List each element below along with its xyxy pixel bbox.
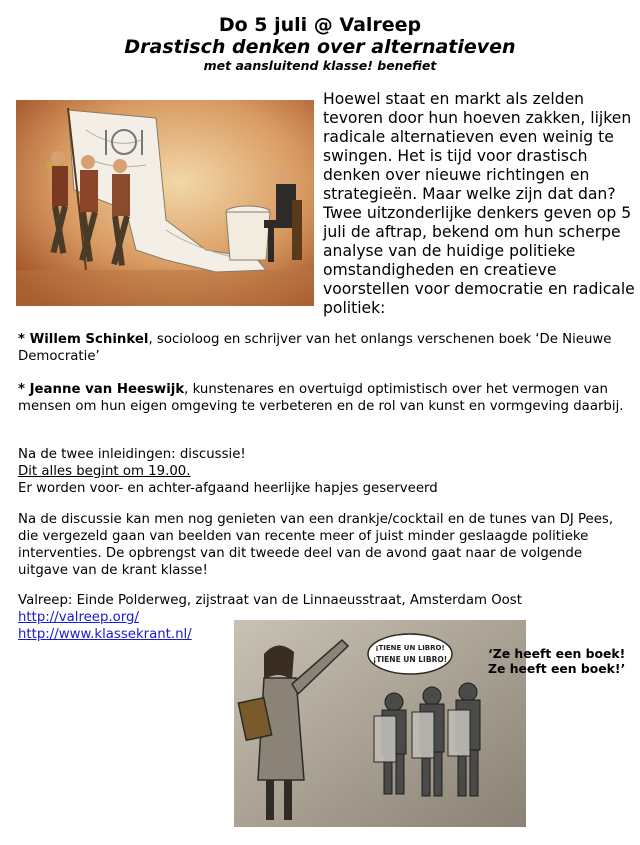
- program-line-3: Er worden voor- en achter-afgaand heerlijke hapjes geserveerd: [18, 481, 438, 496]
- speaker-2: [18, 381, 630, 415]
- speech-line-2: ¡TIENE UN LIBRO!: [372, 655, 448, 664]
- quote-line-2: Ze heeft een boek!’: [488, 661, 626, 676]
- riot-cartoon: [234, 620, 526, 827]
- speaker-2-desc: , kunstenares en overtuigd optimistisch over het vermogen van mensen om hun eigen omgeving te verbeteren en de rol van kunst en vormgeving daarbij.: [18, 382, 624, 414]
- speech-line-1: ¡TIENE UN LIBRO!: [375, 644, 445, 652]
- speaker-1-desc: , socioloog en schrijver van het onlangs verschenen boek ‘De Nieuwe Democratie’: [18, 332, 612, 364]
- speaker-1: [18, 331, 630, 365]
- intro-paragraph: Hoewel staat en markt als zelden tevoren door hun hoeven zakken, lijken radicale alternatieven even weinig te swingen. Het is tijd voor drastisch denken over nieuwe richtingen en strategieën. Maar welke zijn dat dan? Twee uitzonderlijke denkers geven op 5 juli de aftrap, bekend om hun scherpe analyse van de huidige politieke omstandigheden en creatieve voorstellen voor democratie en radicale politiek:: [323, 90, 635, 317]
- valreep-link[interactable]: http://valreep.org/: [18, 610, 139, 625]
- klassekrant-link[interactable]: http://www.klassekrant.nl/: [18, 627, 192, 642]
- program-line-1: Na de twee inleidingen: discussie!: [18, 447, 246, 462]
- event-subtitle: Drastisch denken over alternatieven: [124, 36, 516, 58]
- event-title: Do 5 juli @ Valreep: [218, 14, 422, 36]
- speaker-1-name: * Willem Schinkel: [18, 332, 149, 347]
- program-block: [18, 446, 630, 497]
- location-address: Valreep: Einde Polderweg, zijstraat van de Linnaeusstraat, Amsterdam Oost: [18, 593, 522, 608]
- speaker-2-name: * Jeanne van Heeswijk: [18, 382, 185, 397]
- program-line-2: Dit alles begint om 19.00.: [18, 464, 191, 479]
- after-paragraph: Na de discussie kan men nog genieten van een drankje/cocktail en de tunes van DJ Pees, die vergezeld gaan van beelden van recente meer of juist minder geslaagde politieke interventies. De opbrengst van dit tweede deel van de avond gaat naar de volgende uitgave van de krant klasse!: [18, 512, 614, 578]
- quote-caption: [488, 646, 638, 676]
- march-illustration: [16, 100, 314, 306]
- quote-line-1: ‘Ze heeft een boek!: [488, 646, 626, 661]
- header: [0, 14, 640, 73]
- event-tagline: met aansluitend klasse! benefiet: [203, 58, 437, 73]
